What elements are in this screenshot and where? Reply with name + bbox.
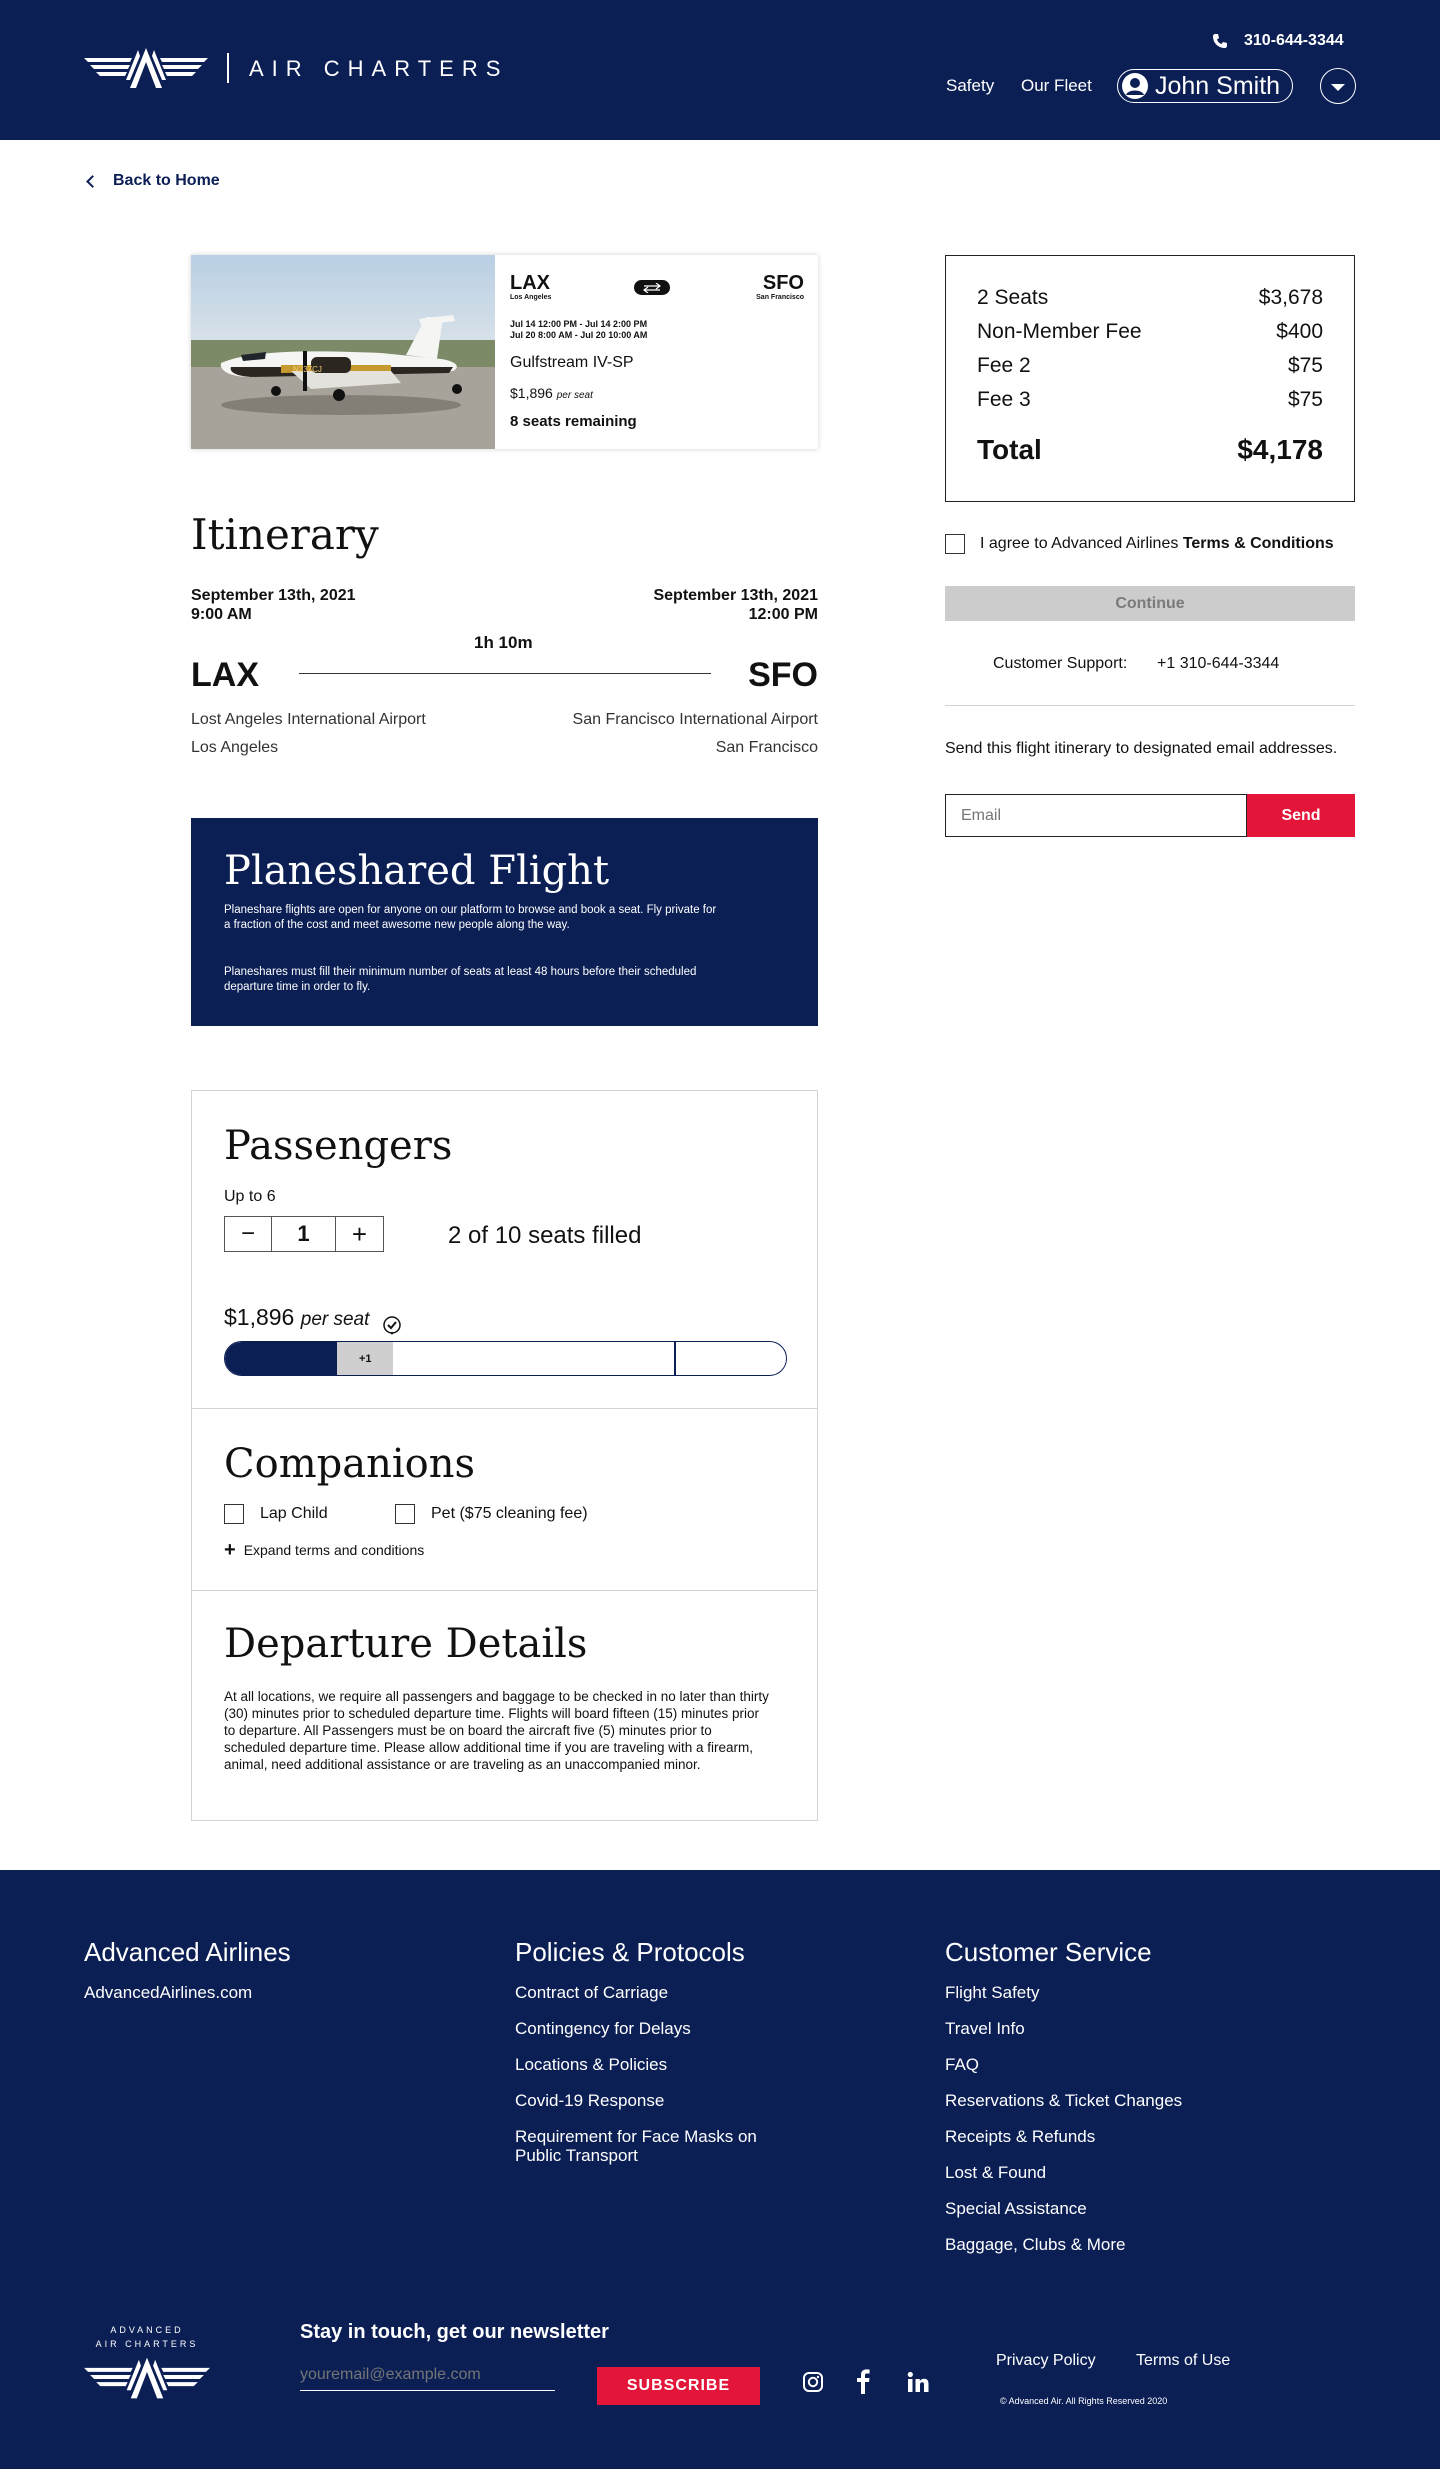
itinerary-title: Itinerary xyxy=(191,510,379,559)
copyright: © Advanced Air. All Rights Reserved 2020 xyxy=(1000,2396,1168,2406)
passengers-title: Passengers xyxy=(224,1123,453,1169)
section-divider xyxy=(192,1408,817,1409)
plus-icon: + xyxy=(224,1539,236,1561)
newsletter-title: Stay in touch, get our newsletter xyxy=(300,2321,609,2343)
passenger-price-unit: per seat xyxy=(300,1309,370,1330)
brand-name: AIR CHARTERS xyxy=(249,56,509,81)
dropdown-caret-icon xyxy=(1331,84,1345,91)
footer-col2-title: Policies & Protocols xyxy=(515,1937,745,1967)
seat-progress-bar xyxy=(224,1341,787,1376)
summary-divider xyxy=(945,705,1355,706)
companions-title: Companions xyxy=(224,1441,475,1487)
summary-row xyxy=(977,388,1323,412)
footer-col3-links xyxy=(945,1983,1245,2271)
summary-value: $75 xyxy=(1287,388,1323,411)
departure-title: Departure Details xyxy=(224,1621,588,1667)
brand-logo-icon xyxy=(84,2357,210,2404)
summary-label: Non-Member Fee xyxy=(977,320,1142,343)
nav-safety[interactable]: Safety xyxy=(946,76,995,95)
card-dest-code: SFO xyxy=(762,272,804,294)
aircraft-tail-number: N237CJ xyxy=(293,365,322,374)
booking-details-panel xyxy=(191,1090,818,1821)
facebook-icon[interactable] xyxy=(856,2368,870,2394)
footer-link[interactable]: Travel Info xyxy=(945,2019,1025,2038)
terms-of-use-link[interactable]: Terms of Use xyxy=(1136,2352,1231,2369)
itinerary-origin-airport: Lost Angeles International Airport xyxy=(191,711,426,728)
lap-child-option[interactable] xyxy=(224,1504,328,1524)
summary-value: $3,678 xyxy=(1258,286,1323,309)
footer-link[interactable]: Lost & Found xyxy=(945,2163,1047,2182)
privacy-policy-link[interactable]: Privacy Policy xyxy=(996,2352,1096,2369)
planeshare-text-2: Planeshares must fill their minimum number of seats at least 48 hours before their scheduled departure time in order to fly. xyxy=(224,966,697,993)
terms-link[interactable]: Terms & Conditions xyxy=(1182,535,1334,552)
expand-terms[interactable] xyxy=(224,1541,424,1559)
back-link[interactable] xyxy=(84,172,220,190)
nav-our-fleet[interactable]: Our Fleet xyxy=(1021,76,1092,95)
lap-child-label: Lap Child xyxy=(260,1505,328,1522)
phone-icon xyxy=(1212,33,1228,49)
email-prompt: Send this flight itinerary to designated email addresses. xyxy=(945,740,1338,757)
price-summary xyxy=(945,255,1355,502)
card-price-value: $1,896 xyxy=(510,385,553,401)
terms-text xyxy=(980,535,1334,553)
passenger-price-value: $1,896 xyxy=(224,1304,295,1330)
swap-arrows-icon[interactable] xyxy=(634,280,670,295)
itinerary-depart-time: 9:00 AM xyxy=(191,606,252,623)
itinerary-arrive-time: 12:00 PM xyxy=(748,606,818,623)
logo-divider xyxy=(227,53,229,83)
itinerary-origin-code: LAX xyxy=(191,656,259,694)
footer-link[interactable]: Contingency for Delays xyxy=(515,2019,691,2038)
itinerary-dest-code: SFO xyxy=(748,656,818,694)
footer-link[interactable]: Locations & Policies xyxy=(515,2055,668,2074)
footer-link[interactable]: Special Assistance xyxy=(945,2199,1087,2218)
email-input[interactable] xyxy=(945,794,1247,837)
footer-logo-line2: AIR CHARTERS xyxy=(95,2339,199,2349)
itinerary-duration: 1h 10m xyxy=(474,633,533,652)
increment-button[interactable]: + xyxy=(351,1218,368,1249)
support-phone[interactable]: +1 310-644-3344 xyxy=(1157,655,1280,672)
flight-card[interactable] xyxy=(191,255,818,449)
summary-label: Fee 3 xyxy=(977,388,1031,411)
brand-logo-icon[interactable] xyxy=(84,48,208,88)
footer-link[interactable]: Requirement for Face Masks on Public Transport xyxy=(515,2127,757,2165)
passenger-limit: Up to 6 xyxy=(224,1188,276,1205)
card-dates-outbound: Jul 14 12:00 PM - Jul 14 2:00 PM xyxy=(510,319,648,329)
planeshare-title: Planeshared Flight xyxy=(224,848,610,894)
itinerary-depart-date: September 13th, 2021 xyxy=(191,587,356,604)
terms-checkbox[interactable] xyxy=(945,534,965,554)
pet-checkbox[interactable] xyxy=(395,1504,415,1524)
back-link-label: Back to Home xyxy=(113,172,220,189)
seats-filled: 2 of 10 seats filled xyxy=(448,1222,642,1249)
seat-bar-added: +1 xyxy=(337,1342,393,1375)
summary-total xyxy=(977,434,1323,466)
summary-row xyxy=(977,286,1323,310)
total-label: Total xyxy=(977,434,1042,465)
passenger-count[interactable]: 1 xyxy=(272,1217,336,1251)
footer-logo-line1: ADVANCED xyxy=(110,2325,184,2335)
footer-link[interactable]: Contract of Carriage xyxy=(515,1983,669,2002)
chevron-left-icon xyxy=(86,175,99,188)
card-dates-return: Jul 20 8:00 AM - Jul 20 10:00 AM xyxy=(510,330,648,340)
instagram-icon[interactable] xyxy=(802,2371,824,2393)
decrement-button[interactable]: − xyxy=(225,1217,272,1251)
footer-logo[interactable] xyxy=(84,2325,210,2404)
user-menu[interactable] xyxy=(1117,69,1293,103)
footer-col2-links xyxy=(515,1983,775,2182)
user-dropdown-button[interactable] xyxy=(1320,68,1356,104)
pet-option[interactable] xyxy=(395,1504,588,1524)
footer-link[interactable]: Baggage, Clubs & More xyxy=(945,2235,1126,2254)
route-line xyxy=(299,673,711,674)
itinerary-origin-city: Los Angeles xyxy=(191,739,279,756)
terms-agreement[interactable] xyxy=(945,534,1334,554)
terms-prefix: I agree to Advanced Airlines xyxy=(980,535,1179,552)
summary-row xyxy=(977,354,1323,378)
continue-button[interactable]: Continue xyxy=(945,586,1355,621)
site-header xyxy=(0,0,1440,140)
footer-link[interactable]: Reservations & Ticket Changes xyxy=(945,2091,1183,2110)
card-origin-city: Los Angeles xyxy=(510,294,552,301)
itinerary-dest-airport: San Francisco International Airport xyxy=(572,711,818,728)
pet-label: Pet ($75 cleaning fee) xyxy=(431,1505,588,1522)
summary-label: 2 Seats xyxy=(977,286,1049,309)
expand-terms-label: Expand terms and conditions xyxy=(243,1542,425,1558)
section-divider xyxy=(192,1590,817,1591)
footer-link[interactable]: Flight Safety xyxy=(945,1983,1040,2002)
linkedin-icon[interactable] xyxy=(907,2371,929,2393)
lap-child-checkbox[interactable] xyxy=(224,1504,244,1524)
passenger-price xyxy=(224,1304,369,1331)
card-aircraft: Gulfstream IV-SP xyxy=(510,354,634,371)
summary-label: Fee 2 xyxy=(977,354,1031,377)
itinerary-arrive-date: September 13th, 2021 xyxy=(653,587,818,604)
send-button[interactable]: Send xyxy=(1247,794,1355,837)
newsletter-email-input[interactable] xyxy=(300,2359,555,2391)
footer-link[interactable]: Covid-19 Response xyxy=(515,2091,665,2110)
planeshare-info xyxy=(191,818,818,1026)
user-avatar-icon xyxy=(1121,72,1149,100)
card-dest-city: San Francisco xyxy=(756,294,804,301)
header-phone[interactable]: 310-644-3344 xyxy=(1244,32,1344,49)
support-label: Customer Support: xyxy=(993,655,1128,672)
card-seats-remaining: 8 seats remaining xyxy=(510,413,637,430)
footer-col1-title: Advanced Airlines xyxy=(84,1937,291,1967)
site-footer xyxy=(0,1870,1440,2469)
summary-value: $75 xyxy=(1287,354,1323,377)
check-circle-icon xyxy=(382,1316,402,1336)
card-price-unit: per seat xyxy=(556,390,593,401)
seat-bar-filled xyxy=(225,1342,337,1375)
itinerary-dest-city: San Francisco xyxy=(715,739,818,756)
footer-link[interactable]: AdvancedAirlines.com xyxy=(84,1983,253,2002)
footer-link[interactable]: FAQ xyxy=(945,2055,980,2074)
planeshare-text-1: Planeshare flights are open for anyone on our platform to browse and book a seat. Fly private for a fraction of the cost and meet awesome new people along the way. xyxy=(224,904,717,931)
user-name: John Smith xyxy=(1155,71,1281,100)
total-value: $4,178 xyxy=(1237,434,1323,465)
passenger-stepper xyxy=(224,1216,384,1252)
departure-text: At all locations, we require all passengers and baggage to be checked in no later than thirty (30) minutes prior to scheduled departure time. Flights will board fifteen (15) minutes prior to departure. All Passengers must be on board the aircraft five (5) minutes prior to scheduled departure time. Please allow additional time if you are traveling with a firearm, animal, need additional assistance or are traveling as an unaccompanied minor. xyxy=(224,1689,769,1772)
subscribe-button[interactable]: SUBSCRIBE xyxy=(597,2367,760,2405)
aircraft-photo xyxy=(191,255,495,449)
card-origin-code: LAX xyxy=(510,272,550,294)
card-price xyxy=(510,385,593,401)
footer-link[interactable]: Receipts & Refunds xyxy=(945,2127,1096,2146)
seat-bar-minimum-marker xyxy=(674,1342,676,1375)
summary-row xyxy=(977,320,1323,344)
footer-col3-title: Customer Service xyxy=(945,1937,1152,1967)
summary-value: $400 xyxy=(1276,320,1323,343)
footer-col1-links xyxy=(84,1983,252,2019)
